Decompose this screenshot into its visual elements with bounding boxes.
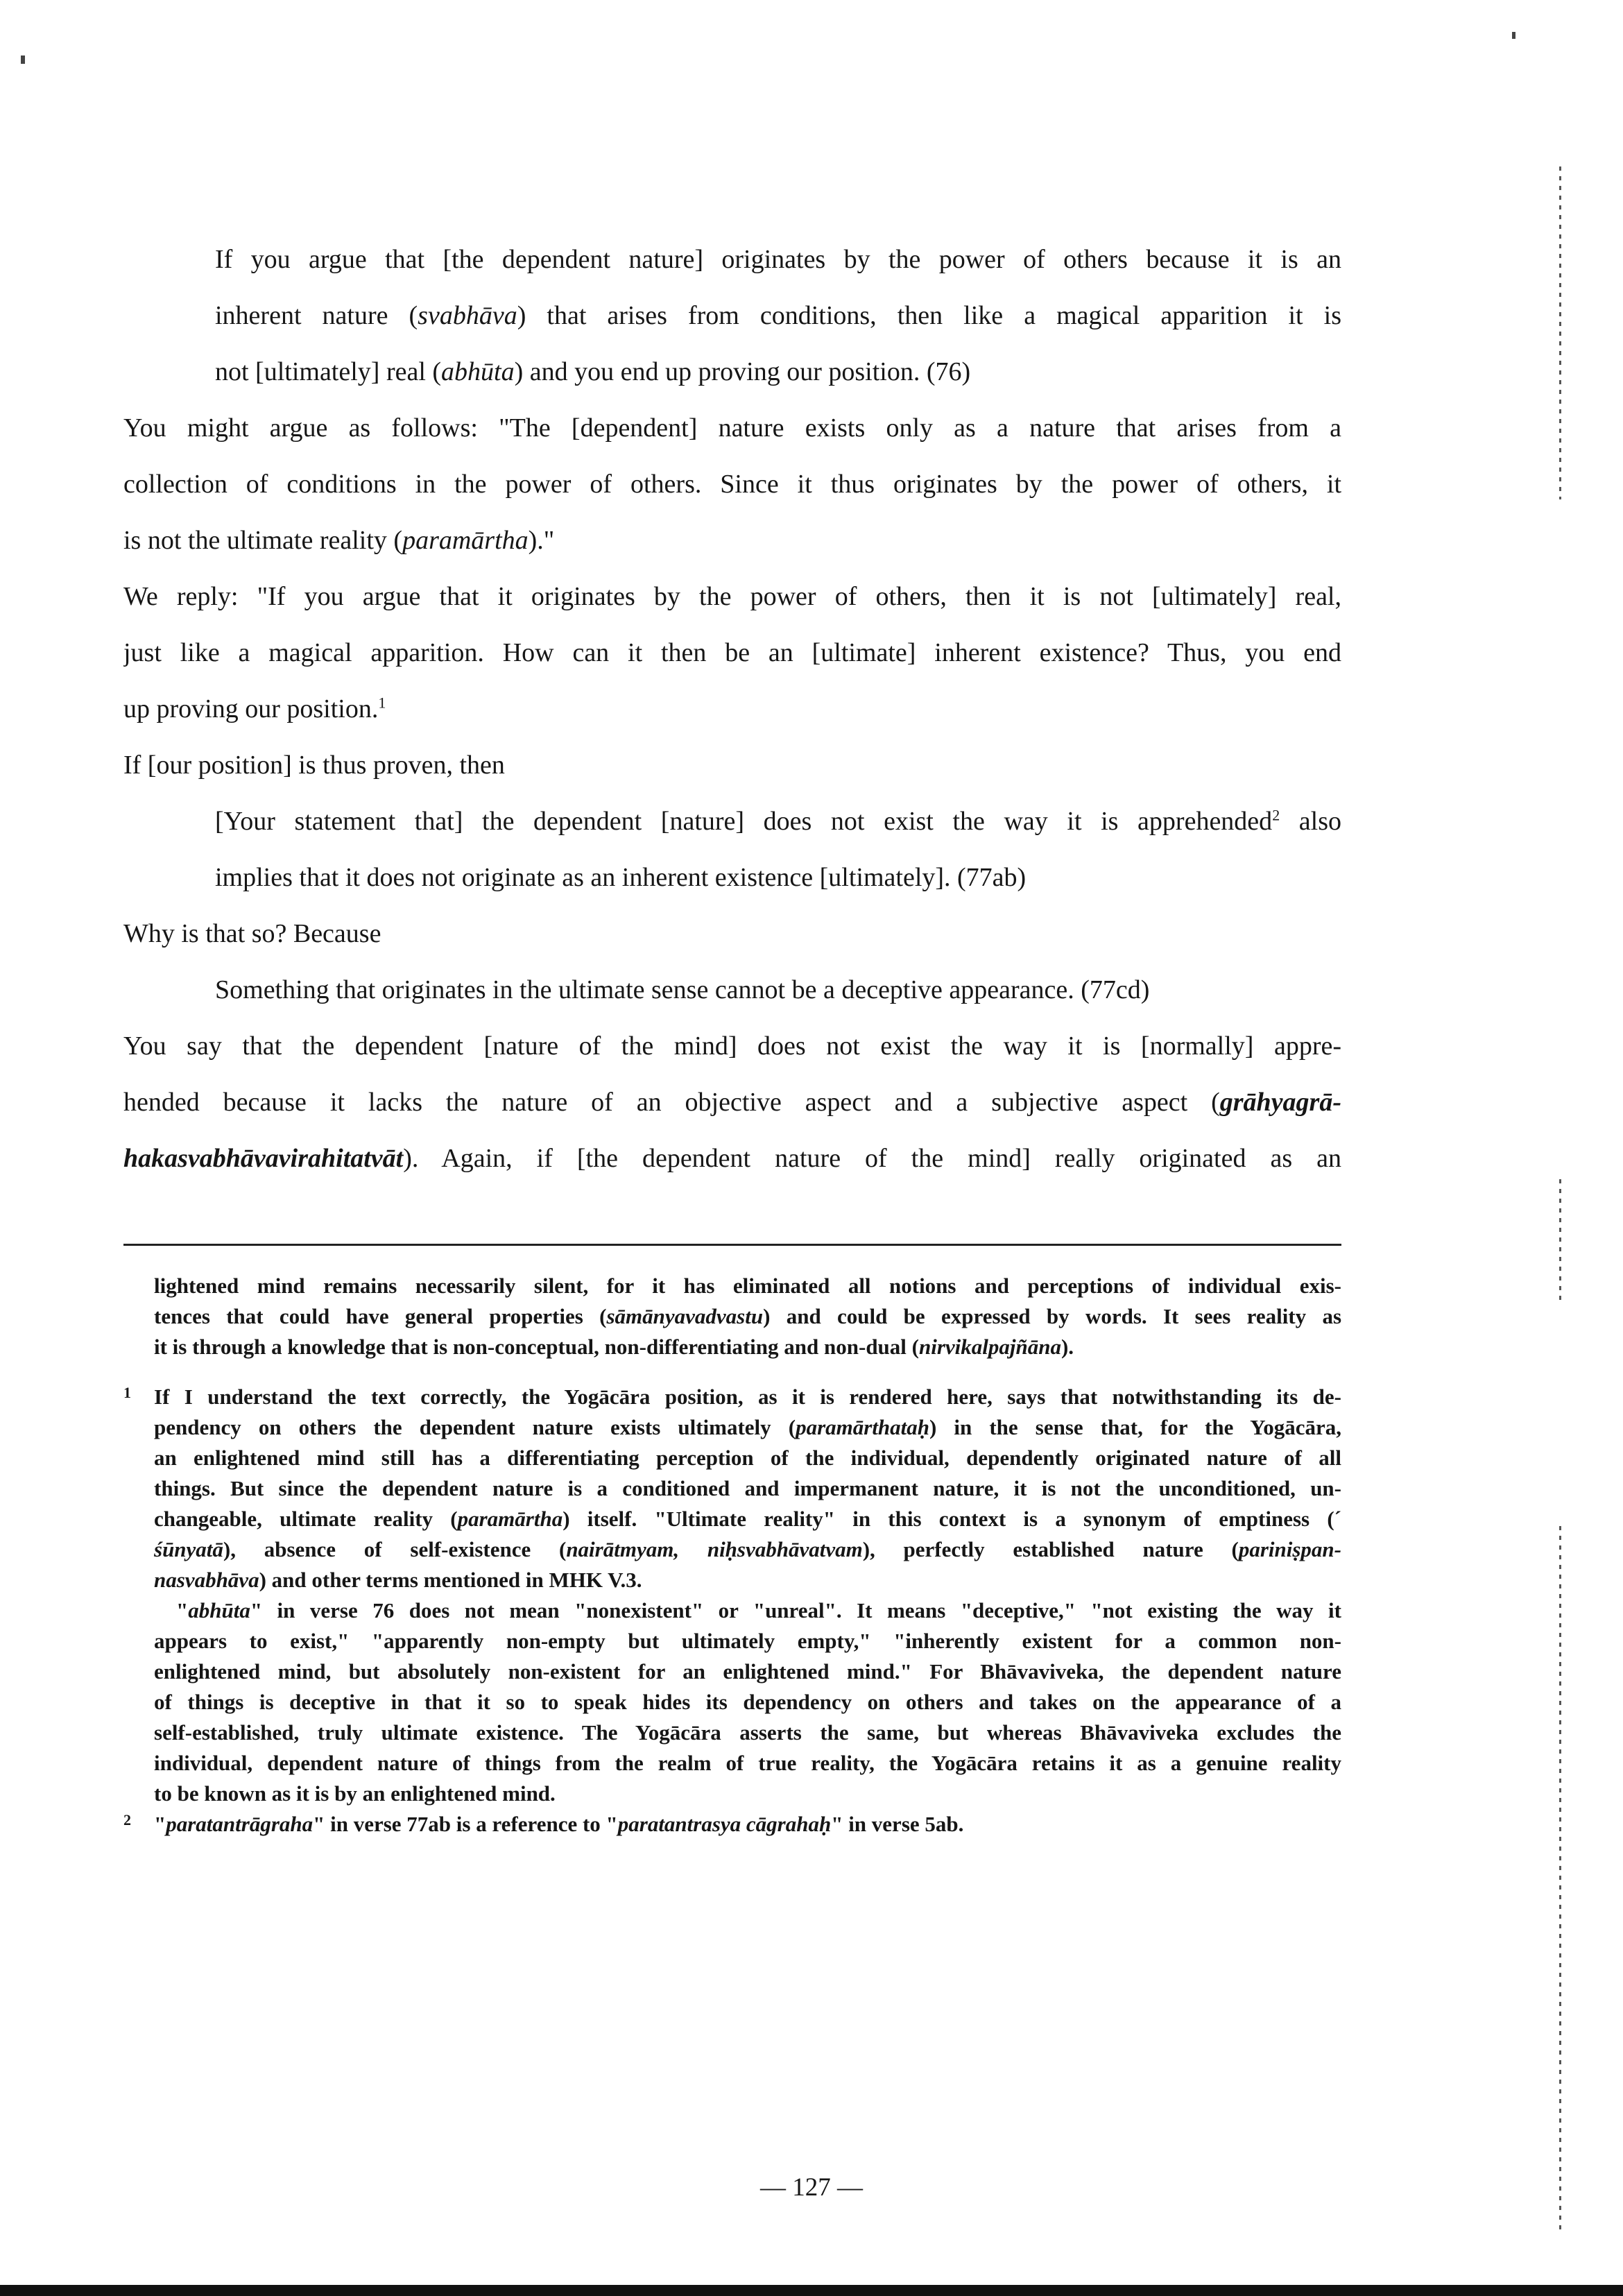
footnote-1-mark: 1 [123, 1384, 131, 1401]
reply-line-3: up proving our position.$^1$ [123, 694, 386, 723]
footnote-separator [123, 1244, 1341, 1246]
verse-77ab-line-1: [Your statement that] the dependent [nature] does not exist the way it is apprehended$^2$ also [215, 806, 1341, 836]
verse-76-line-3: not [ultimately] real (abhūta) and you end up proving our position. (76) [215, 357, 971, 386]
carryover-line-3: it is through a knowledge that is non-conceptual, non-differentiating and non-dual (nirvikalpajñāna). [154, 1335, 1074, 1359]
footnote-2-mark: 2 [123, 1811, 131, 1828]
objection-line-1: You might argue as follows: "The [dependent] nature exists only as a nature that arises from a [123, 413, 1341, 443]
main-text [123, 232, 1341, 1187]
footnote-1b-line-2: appears to exist," "apparently non-empty but ultimately empty," "inherently existent for a common non- [154, 1629, 1341, 1653]
footnote-1-line-3: an enlightened mind still has a differentiating perception of the individual, dependently originated nature of all [154, 1446, 1341, 1470]
verse-77cd-line: Something that originates in the ultimate sense cannot be a deceptive appearance. (77cd) [215, 975, 1150, 1004]
commentary-line-3: hakasvabhāvavirahitatvāt). Again, if [the dependent nature of the mind] really originated as an [123, 1144, 1341, 1173]
footnote-1b-line-3: enlightened mind, but absolutely non-existent for an enlightened mind." For Bhāvaviveka, the dependent nature [154, 1659, 1341, 1684]
scan-edge-artifact [1559, 166, 1561, 499]
footnote-1b-line-5: self-established, truly ultimate existence. The Yogācāra asserts the same, but whereas Bhāvaviveka excludes the [154, 1720, 1341, 1745]
commentary-line-1: You say that the dependent [nature of the mind] does not exist the way it is [normally] appre- [123, 1031, 1341, 1061]
carryover-line-2: tences that could have general properties (sāmānyavadvastu) and could be expressed by words. It sees reality as [154, 1304, 1341, 1328]
scan-edge-artifact [1559, 1179, 1561, 1304]
footnote-1-line-7: nasvabhāva) and other terms mentioned in MHK V.3. [154, 1568, 642, 1592]
question-line: Why is that so? Because [123, 919, 381, 948]
objection-line-2: collection of conditions in the power of others. Since it thus originates by the power of others, it [123, 470, 1341, 499]
reply-line-1: We reply: "If you argue that it originates by the power of others, then it is not [ultimately] real, [123, 582, 1341, 611]
footnote-1-line-2: pendency on others the dependent nature exists ultimately (paramārthataḥ) in the sense that, for the Yogācāra, [154, 1415, 1341, 1439]
footnote-1b-line-1: "abhūta" in verse 76 does not mean "nonexistent" or "unreal". It means "deceptive," "not existing the way it [176, 1598, 1341, 1622]
scan-edge-artifact [1559, 1526, 1561, 2234]
scan-bottom-border [0, 2285, 1623, 2296]
scan-speck [1512, 32, 1515, 39]
verse-76-line-1: If you argue that [the dependent nature] originates by the power of others because it is an [215, 245, 1341, 274]
commentary-line-2: hended because it lacks the nature of an objective aspect and a subjective aspect (grāhyagrā- [123, 1088, 1341, 1117]
footnote-ref-2: 2 [1272, 806, 1280, 824]
footnote-ref-1: 1 [378, 694, 386, 712]
footnote-1-line-5: changeable, ultimate reality (paramārtha) itself. "Ultimate reality" in this context is a synonym of emptiness (´ [154, 1507, 1341, 1531]
carryover-line-1: lightened mind remains necessarily silent, for it has eliminated all notions and perceptions of individual exis- [154, 1274, 1341, 1298]
footnote-1-line-6: śūnyatā), absence of self-existence (nairātmyam, niḥsvabhāvatvam), perfectly established nature (pariniṣpan- [154, 1537, 1341, 1561]
verse-76-line-2: inherent nature (svabhāva) that arises from conditions, then like a magical apparition it is [215, 301, 1341, 330]
footnote-2-line: 2 "paratantrāgraha" in verse 77ab is a reference to "paratantrasya cāgrahaḥ" in verse 5ab. [123, 1809, 1341, 1840]
footnote-1b-line-7: to be known as it is by an enlightened mind. [154, 1781, 556, 1806]
footnotes [123, 1271, 1341, 1840]
page-number: — 127 — [760, 2173, 863, 2202]
footnote-1b-line-4: of things is deceptive in that it so to speak hides its dependency on others and takes on the appearance of a [154, 1690, 1341, 1714]
footnote-1-line-4: things. But since the dependent nature is a conditioned and impermanent nature, it is not the unconditioned, un- [154, 1476, 1341, 1500]
transition-line: If [our position] is thus proven, then [123, 751, 505, 780]
scan-speck [21, 55, 25, 64]
reply-line-2: just like a magical apparition. How can it then be an [ultimate] inherent existence? Thus, you end [123, 638, 1341, 667]
footnote-1b-line-6: individual, dependent nature of things from the realm of true reality, the Yogācāra retains it as a genuine reality [154, 1751, 1341, 1775]
verse-77ab-line-2: implies that it does not originate as an inherent existence [ultimately]. (77ab) [215, 863, 1027, 892]
footnote-1-line-1: 1 If I understand the text correctly, the Yogācāra position, as it is rendered here, says that notwithstanding its de- [123, 1382, 1341, 1412]
objection-line-3: is not the ultimate reality (paramārtha)." [123, 526, 555, 555]
